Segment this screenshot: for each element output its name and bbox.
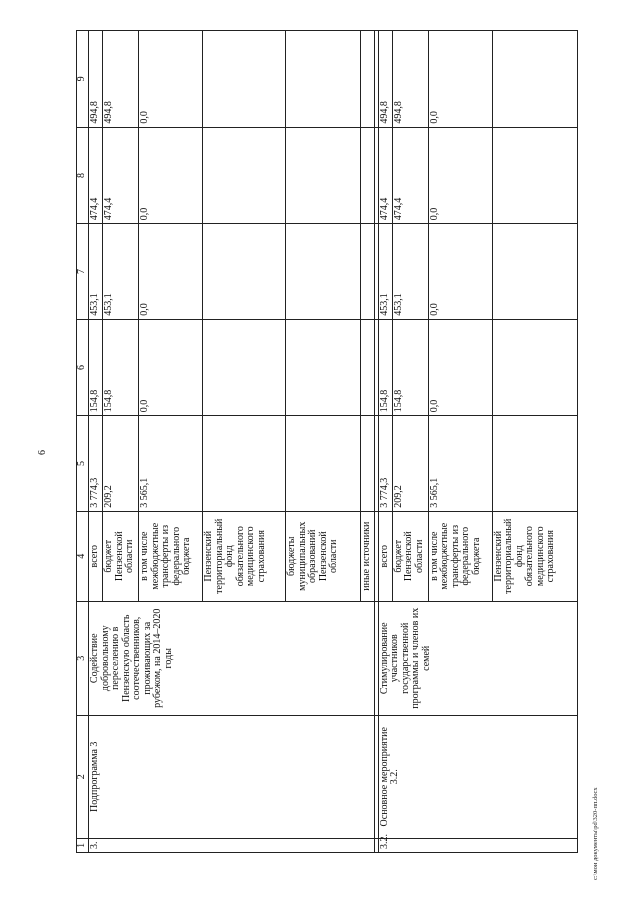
value-cell: [203, 319, 286, 416]
table-row: [378, 31, 392, 853]
value-cell: 0,0: [139, 319, 203, 416]
source-cell: бюджет Пензенской области: [392, 511, 428, 601]
value-cell: 154,8: [378, 319, 392, 416]
value-cell: 3 565,1: [139, 416, 203, 511]
value-cell: [492, 416, 577, 511]
value-cell: 3 565,1: [428, 416, 492, 511]
source-cell: бюджеты муниципальных образований Пензенской области: [286, 511, 361, 601]
table-row: [89, 31, 103, 853]
source-cell: всего: [378, 511, 392, 601]
value-cell: 494,8: [392, 31, 428, 128]
value-cell: 453,1: [103, 224, 139, 319]
row-number: 3.2.: [378, 838, 577, 852]
header-col-2: 2: [77, 715, 89, 838]
value-cell: [286, 224, 361, 319]
value-cell: 3 774,3: [378, 416, 392, 511]
value-cell: 453,1: [392, 224, 428, 319]
source-cell: бюджет Пензенской области: [103, 511, 139, 601]
source-cell: Пензенский территориальный фонд обязательного медицинского страхования: [492, 511, 577, 601]
value-cell: 209,2: [103, 416, 139, 511]
header-col-5: 5: [77, 416, 89, 511]
value-cell: 209,2: [392, 416, 428, 511]
value-cell: [360, 31, 374, 128]
value-cell: [360, 127, 374, 224]
source-cell: всего: [89, 511, 103, 601]
value-cell: 0,0: [139, 224, 203, 319]
source-cell: в том числе межбюджетные трансферты из федерального бюджета: [428, 511, 492, 601]
header-col-9: 9: [77, 31, 89, 128]
value-cell: 0,0: [428, 127, 492, 224]
value-cell: 453,1: [378, 224, 392, 319]
budget-table: [76, 30, 578, 853]
program-description: Стимулирование участников государственной программы и членов их семей: [378, 601, 577, 715]
value-cell: 0,0: [139, 127, 203, 224]
header-col-1: 1: [77, 838, 89, 852]
header-col-8: 8: [77, 127, 89, 224]
value-cell: [360, 319, 374, 416]
source-cell: иные источники: [360, 511, 374, 601]
rotated-table-wrapper: [76, 30, 578, 853]
value-cell: 494,8: [103, 31, 139, 128]
header-col-4: 4: [77, 511, 89, 601]
value-cell: 154,8: [89, 319, 103, 416]
value-cell: 474,4: [392, 127, 428, 224]
footer-file-path: c:\мои документы\pd\320-пп.docx: [592, 787, 599, 880]
value-cell: [360, 416, 374, 511]
program-description: Содействие добровольному переселению в Пензенскую область соотечественников, проживающих за рубежом, на 2014–2020 годы: [89, 601, 374, 715]
header-col-7: 7: [77, 224, 89, 319]
value-cell: 154,8: [392, 319, 428, 416]
value-cell: [492, 319, 577, 416]
value-cell: 453,1: [89, 224, 103, 319]
value-cell: [360, 224, 374, 319]
value-cell: [286, 127, 361, 224]
value-cell: 474,4: [89, 127, 103, 224]
value-cell: 0,0: [428, 319, 492, 416]
program-name: Основное мероприятие 3.2.: [378, 715, 577, 838]
value-cell: 3 774,3: [89, 416, 103, 511]
value-cell: 474,4: [103, 127, 139, 224]
value-cell: 0,0: [139, 31, 203, 128]
row-number: 3.: [89, 838, 374, 852]
value-cell: [203, 416, 286, 511]
value-cell: 494,8: [378, 31, 392, 128]
value-cell: 0,0: [428, 224, 492, 319]
value-cell: 474,4: [378, 127, 392, 224]
header-col-3: 3: [77, 601, 89, 715]
value-cell: [203, 224, 286, 319]
program-name: Подпрограмма 3: [89, 715, 374, 838]
value-cell: [203, 127, 286, 224]
value-cell: [492, 31, 577, 128]
page-number: 6: [37, 450, 48, 455]
value-cell: 494,8: [89, 31, 103, 128]
value-cell: [286, 416, 361, 511]
header-col-6: 6: [77, 319, 89, 416]
source-cell: в том числе межбюджетные трансферты из федерального бюджета: [139, 511, 203, 601]
value-cell: [286, 31, 361, 128]
value-cell: [286, 319, 361, 416]
value-cell: [492, 127, 577, 224]
value-cell: [203, 31, 286, 128]
source-cell: Пензенский территориальный фонд обязательного медицинского страхования: [203, 511, 286, 601]
header-row: [77, 31, 89, 853]
value-cell: [492, 224, 577, 319]
value-cell: 154,8: [103, 319, 139, 416]
value-cell: 0,0: [428, 31, 492, 128]
